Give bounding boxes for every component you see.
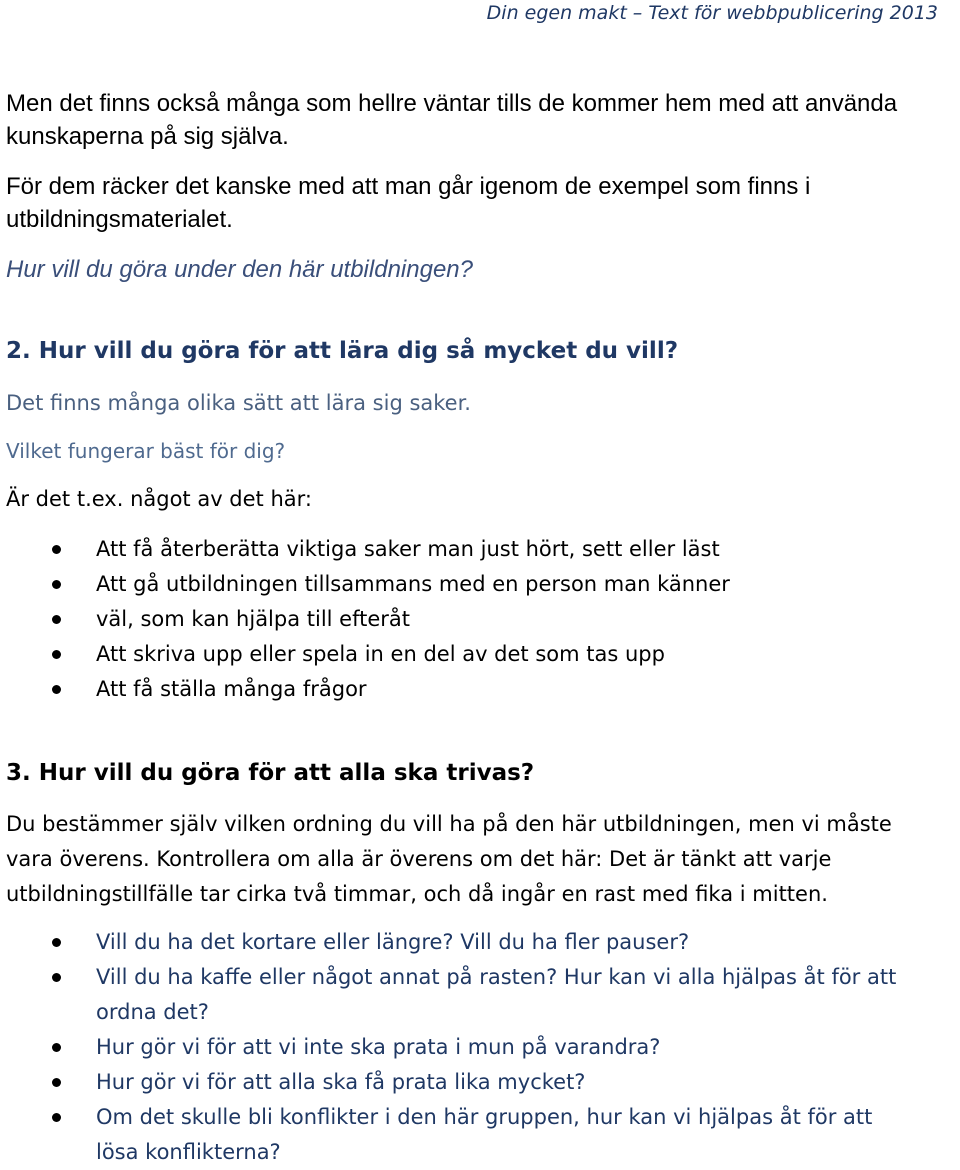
bullet-icon: [52, 1078, 61, 1087]
section-3-list: [0, 925, 896, 1170]
list-item: Hur gör vi för att vi inte ska prata i mun på varandra?: [0, 1030, 896, 1065]
list-item: Att skriva upp eller spela in en del av det som tas upp: [0, 637, 730, 672]
bullet-icon: [52, 580, 61, 589]
bullet-icon: [52, 1043, 61, 1052]
bullet-icon: [52, 650, 61, 659]
bullet-icon: [52, 615, 61, 624]
section-3-line-1: Du bestämmer själv vilken ordning du vill ha på den här utbildningen, men vi måste: [6, 812, 892, 836]
list-item: Hur gör vi för att alla ska få prata lika mycket?: [0, 1065, 896, 1100]
intro-line-1a: Men det finns också många som hellre väntar tills de kommer hem med att använda: [6, 90, 898, 117]
intro-paragraph-1: [6, 87, 897, 153]
section-3-paragraph: [6, 807, 892, 912]
section-2-line-3: Är det t.ex. något av det här:: [6, 487, 312, 511]
intro-line-2a: För dem räcker det kanske med att man går igenom de exempel som finns i: [6, 173, 811, 200]
bullet-icon: [52, 1113, 61, 1122]
section-2-list: [0, 532, 730, 707]
section-2-line-2: Vilket fungerar bäst för dig?: [6, 439, 286, 463]
section-3-line-3: utbildningstillfälle tar cirka två timmar, och då ingår en rast med fika i mitten.: [6, 882, 828, 906]
bullet-icon: [52, 938, 61, 947]
intro-line-1b: kunskaperna på sig själva.: [6, 123, 289, 150]
list-item: väl, som kan hjälpa till efteråt: [0, 602, 730, 637]
list-item: Att få återberätta viktiga saker man just hört, sett eller läst: [0, 532, 730, 567]
bullet-icon: [52, 973, 61, 982]
intro-question: Hur vill du göra under den här utbildningen?: [6, 256, 473, 283]
list-item: Att gå utbildningen tillsammans med en person man känner: [0, 567, 730, 602]
intro-line-2b: utbildningsmaterialet.: [6, 206, 233, 233]
section-2-heading: 2. Hur vill du göra för att lära dig så mycket du vill?: [6, 338, 679, 364]
list-item: Att få ställa många frågor: [0, 672, 730, 707]
list-item: Om det skulle bli konflikter i den här gruppen, hur kan vi hjälpas åt för att lösa konflikterna?: [0, 1100, 896, 1170]
list-item: Vill du ha det kortare eller längre? Vill du ha fler pauser?: [0, 925, 896, 960]
bullet-icon: [52, 545, 61, 554]
page-header: Din egen makt – Text för webbpublicering 2013: [486, 2, 938, 24]
section-3-line-2: vara överens. Kontrollera om alla är överens om det här: Det är tänkt att varje: [6, 847, 832, 871]
list-item: Vill du ha kaffe eller något annat på rasten? Hur kan vi alla hjälpas åt för att ordna det?: [0, 960, 896, 1030]
section-3-heading: 3. Hur vill du göra för att alla ska trivas?: [6, 760, 535, 786]
section-2-line-1: Det finns många olika sätt att lära sig saker.: [6, 391, 471, 415]
bullet-icon: [52, 685, 61, 694]
intro-paragraph-2: [6, 170, 810, 236]
